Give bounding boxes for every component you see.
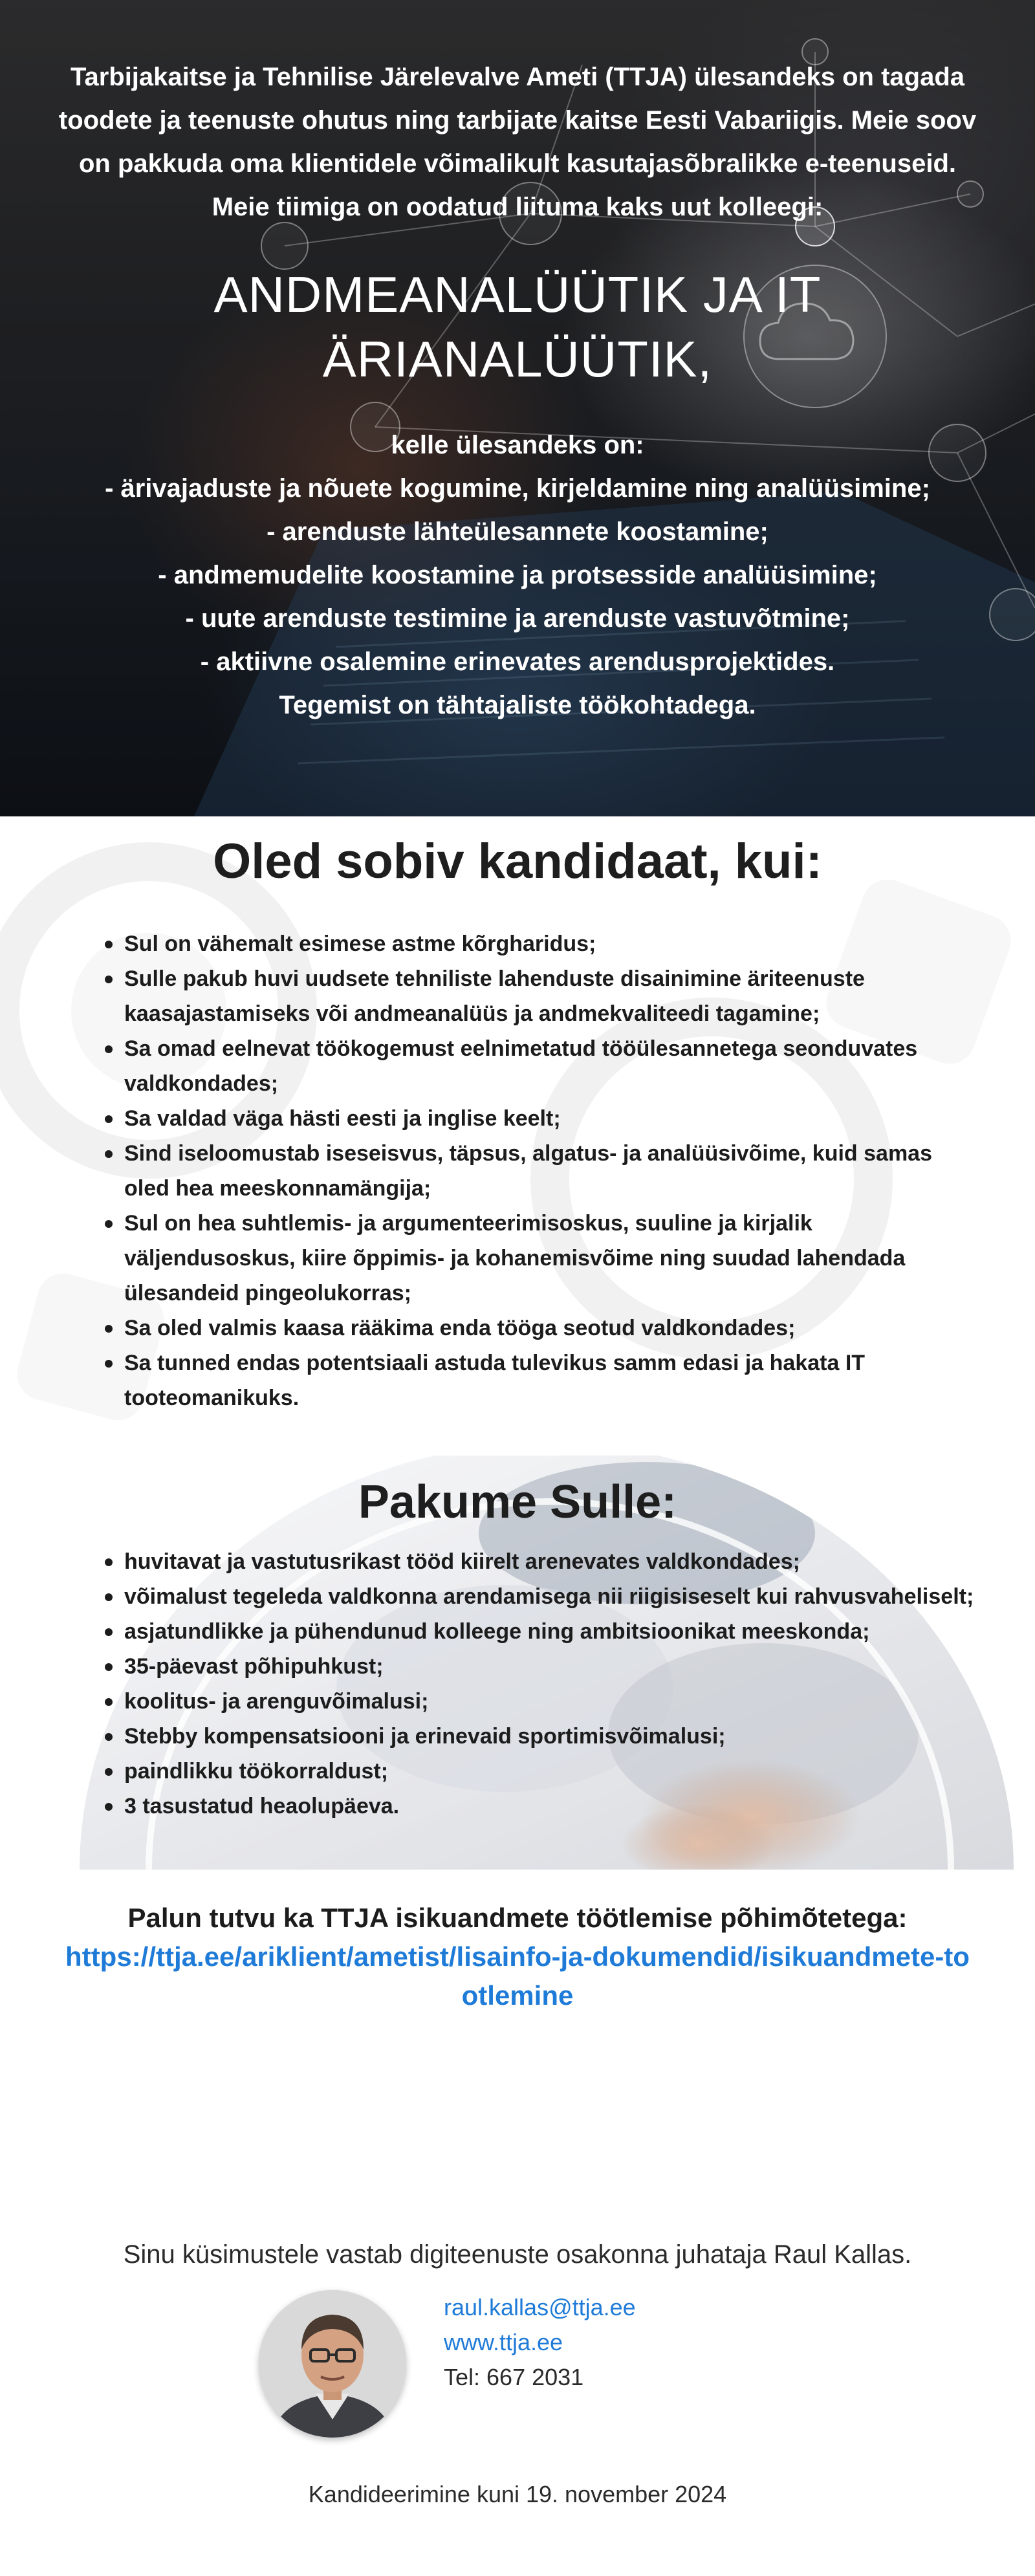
requirements-title: Oled sobiv kandidaat, kui:: [213, 834, 822, 889]
hero-intro-line: toodete ja teenuste ohutus ning tarbijate kaitse Eesti Vabariigis. Meie soov: [58, 106, 977, 135]
job-tasks-line: - arenduste lähteülesannete koostamine;: [267, 518, 768, 546]
list-item: 3 tasustatud heaolupäeva.: [104, 1789, 1009, 1824]
list-item: Sa valdad väga hästi eesti ja inglise keelt;: [104, 1101, 970, 1136]
hero-intro-line: Tarbijakaitse ja Tehnilise Järelevalve Ameti (TTJA) ülesandeks on tagada: [70, 63, 964, 91]
job-tasks: [26, 424, 1009, 727]
contact-intro: Sinu küsimustele vastab digiteenuste osakonna juhataja Raul Kallas.: [123, 2240, 912, 2269]
job-tasks-line: - uute arenduste testimine ja arenduste vastuvõtmine;: [185, 604, 850, 633]
list-item: võimalust tegeleda valdkonna arendamisega nii riigisiseselt kui rahvusvaheliselt;: [104, 1579, 1009, 1614]
contact-details: [444, 2290, 636, 2395]
list-item: huvitavat ja vastutusrikast tööd kiirelt arenevates valdkondades;: [104, 1544, 1009, 1579]
list-item: Sa omad eelnevat töökogemust eelnimetatud tööülesannetega seonduvates valdkondades;: [104, 1031, 970, 1101]
offer-title: Pakume Sulle:: [358, 1476, 677, 1528]
list-item: Sulle pakub huvi uudsete tehniliste lahenduste disainimine äriteenuste kaasajastamiseks või andmeanalüüs ja andmekvaliteedi tagamine;: [104, 961, 970, 1031]
application-deadline: Kandideerimine kuni 19. november 2024: [308, 2481, 727, 2507]
job-tasks-line: - andmemudelite koostamine ja protsesside analüüsimine;: [158, 561, 877, 589]
job-tasks-line: kelle ülesandeks on:: [391, 431, 644, 459]
job-title: [26, 262, 1009, 391]
job-title-line: ÄRIANALÜÜTIK,: [322, 331, 713, 387]
hero-intro: [26, 56, 1009, 229]
privacy-heading: Palun tutvu ka TTJA isikuandmete töötlemise põhimõtetega:: [127, 1903, 908, 1933]
job-title-line: ANDMEANALÜÜTIK JA IT: [213, 266, 822, 323]
hero-banner: [0, 0, 1035, 816]
hero-intro-line: Meie tiimiga on oodatud liituma kaks uut kolleegi:: [212, 193, 823, 221]
avatar: [259, 2290, 406, 2438]
privacy-section: [26, 1899, 1009, 2015]
list-item: Sul on hea suhtlemis- ja argumenteerimisoskus, suuline ja kirjalik väljendusoskus, kiire õppimis- ja kohanemisvõime ning suudad lahendada ülesandeid pingeolukorras;: [104, 1206, 970, 1311]
requirements-list: [104, 926, 970, 1415]
email-link[interactable]: raul.kallas@ttja.ee: [444, 2294, 636, 2320]
job-tasks-line: - aktiivne osalemine erinevates arendusprojektides.: [200, 648, 835, 676]
offer-list: [104, 1544, 1009, 1824]
list-item: asjatundlikke ja pühendunud kolleege ning ambitsioonikat meeskonda;: [104, 1614, 1009, 1649]
website-link[interactable]: www.ttja.ee: [444, 2329, 563, 2355]
list-item: paindlikku töökorraldust;: [104, 1754, 1009, 1789]
hero-intro-line: on pakkuda oma klientidele võimalikult kasutajasõbralikke e-teenuseid.: [78, 149, 957, 178]
list-item: Stebby kompensatsiooni ja erinevaid sportimisvõimalusi;: [104, 1719, 1009, 1754]
list-item: Sa oled valmis kaasa rääkima enda tööga seotud valdkondades;: [104, 1311, 970, 1346]
job-tasks-line: Tegemist on tähtajaliste töökohtadega.: [279, 691, 756, 719]
privacy-policy-link[interactable]: https://ttja.ee/ariklient/ametist/lisainfo-ja-dokumendid/isikuandmete-tootlemine: [65, 1941, 970, 2011]
job-tasks-line: - ärivajaduste ja nõuete kogumine, kirjeldamine ning analüüsimine;: [105, 474, 930, 503]
list-item: Sind iseloomustab iseseisvus, täpsus, algatus- ja analüüsivõime, kuid samas oled hea meeskonnamängija;: [104, 1136, 970, 1206]
person-photo-icon: [259, 2290, 406, 2438]
list-item: Sul on vähemalt esimese astme kõrgharidus;: [104, 926, 970, 961]
list-item: 35-päevast põhipuhkust;: [104, 1649, 1009, 1684]
list-item: Sa tunned endas potentsiaali astuda tulevikus samm edasi ja hakata IT tooteomanikuks.: [104, 1346, 970, 1415]
list-item: koolitus- ja arenguvõimalusi;: [104, 1684, 1009, 1719]
phone-number: Tel: 667 2031: [444, 2364, 584, 2390]
